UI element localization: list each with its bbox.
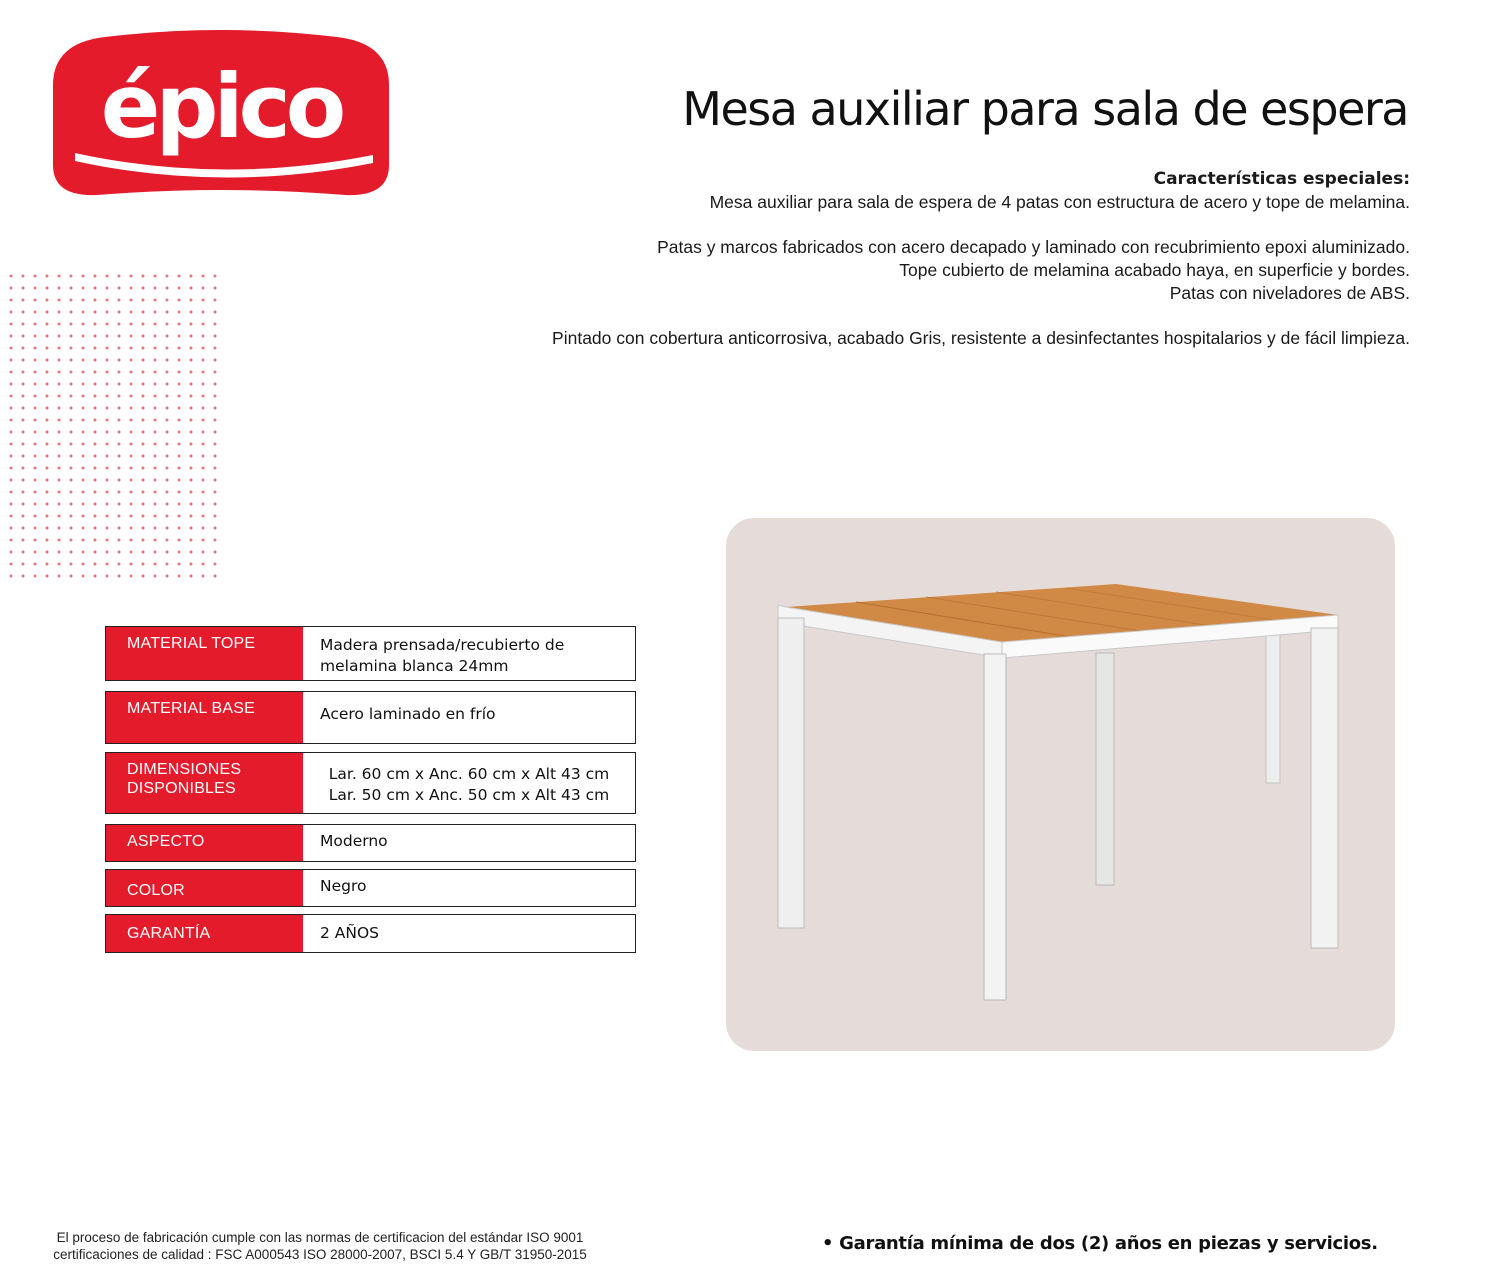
certification-note	[30, 1229, 610, 1263]
spec-label: MATERIAL BASE	[106, 692, 303, 743]
spec-value	[303, 692, 635, 743]
spec-value-line: Lar. 50 cm x Anc. 50 cm x Alt 43 cm	[328, 786, 610, 804]
spec-row-aspecto	[105, 824, 636, 862]
spec-row-material-base	[105, 691, 636, 744]
certification-line: El proceso de fabricación cumple con las normas de certificacion del estándar ISO 9001	[56, 1230, 584, 1245]
spec-value	[303, 870, 635, 906]
spec-value-line: Negro	[320, 877, 367, 895]
page-title: Mesa auxiliar para sala de espera	[682, 82, 1408, 136]
specs-table	[105, 626, 636, 963]
spec-value	[303, 915, 635, 952]
feature-line: Mesa auxiliar para sala de espera de 4 patas con estructura de acero y tope de melamina.	[709, 192, 1410, 212]
spec-value	[303, 825, 635, 861]
epico-logo	[45, 25, 397, 205]
table-illustration	[726, 518, 1395, 1051]
dot-pattern	[5, 270, 220, 585]
product-image	[726, 518, 1395, 1051]
spec-label: COLOR	[106, 870, 303, 906]
features-block	[460, 168, 1410, 350]
spec-value	[303, 627, 635, 680]
spec-row-color	[105, 869, 636, 907]
warranty-note: • Garantía mínima de dos (2) años en piezas y servicios.	[822, 1233, 1378, 1254]
spec-row-dimensiones	[105, 752, 636, 814]
spec-value-line: 2 AÑOS	[320, 924, 380, 942]
spec-label: MATERIAL TOPE	[106, 627, 303, 680]
spec-value-line: Moderno	[320, 832, 388, 850]
spec-value-line: melamina blanca 24mm	[320, 657, 509, 675]
spec-label: GARANTÍA	[106, 915, 303, 952]
spec-label: DIMENSIONES DISPONIBLES	[106, 753, 303, 813]
spec-value-line: Madera prensada/recubierto de	[320, 636, 565, 654]
feature-line: Patas y marcos fabricados con acero decapado y laminado con recubrimiento epoxi aluminizado.	[657, 237, 1410, 257]
spec-value	[303, 753, 635, 813]
spec-row-material-tope	[105, 626, 636, 681]
spec-value-line: Acero laminado en frío	[320, 705, 496, 723]
spec-row-garantia	[105, 914, 636, 953]
spec-value-line: Lar. 60 cm x Anc. 60 cm x Alt 43 cm	[328, 765, 610, 783]
feature-line: Pintado con cobertura anticorrosiva, acabado Gris, resistente a desinfectantes hospitalarios y de fácil limpieza.	[552, 328, 1410, 348]
certification-line: certificaciones de calidad : FSC A000543 ISO 28000-2007, BSCI 5.4 Y GB/T 31950-2015	[53, 1247, 587, 1262]
features-heading: Características especiales:	[1153, 169, 1410, 189]
feature-line: Tope cubierto de melamina acabado haya, en superficie y bordes.	[899, 260, 1410, 280]
spec-label: ASPECTO	[106, 825, 303, 861]
feature-line: Patas con niveladores de ABS.	[1169, 283, 1410, 303]
logo-wordmark: épico	[100, 55, 342, 158]
